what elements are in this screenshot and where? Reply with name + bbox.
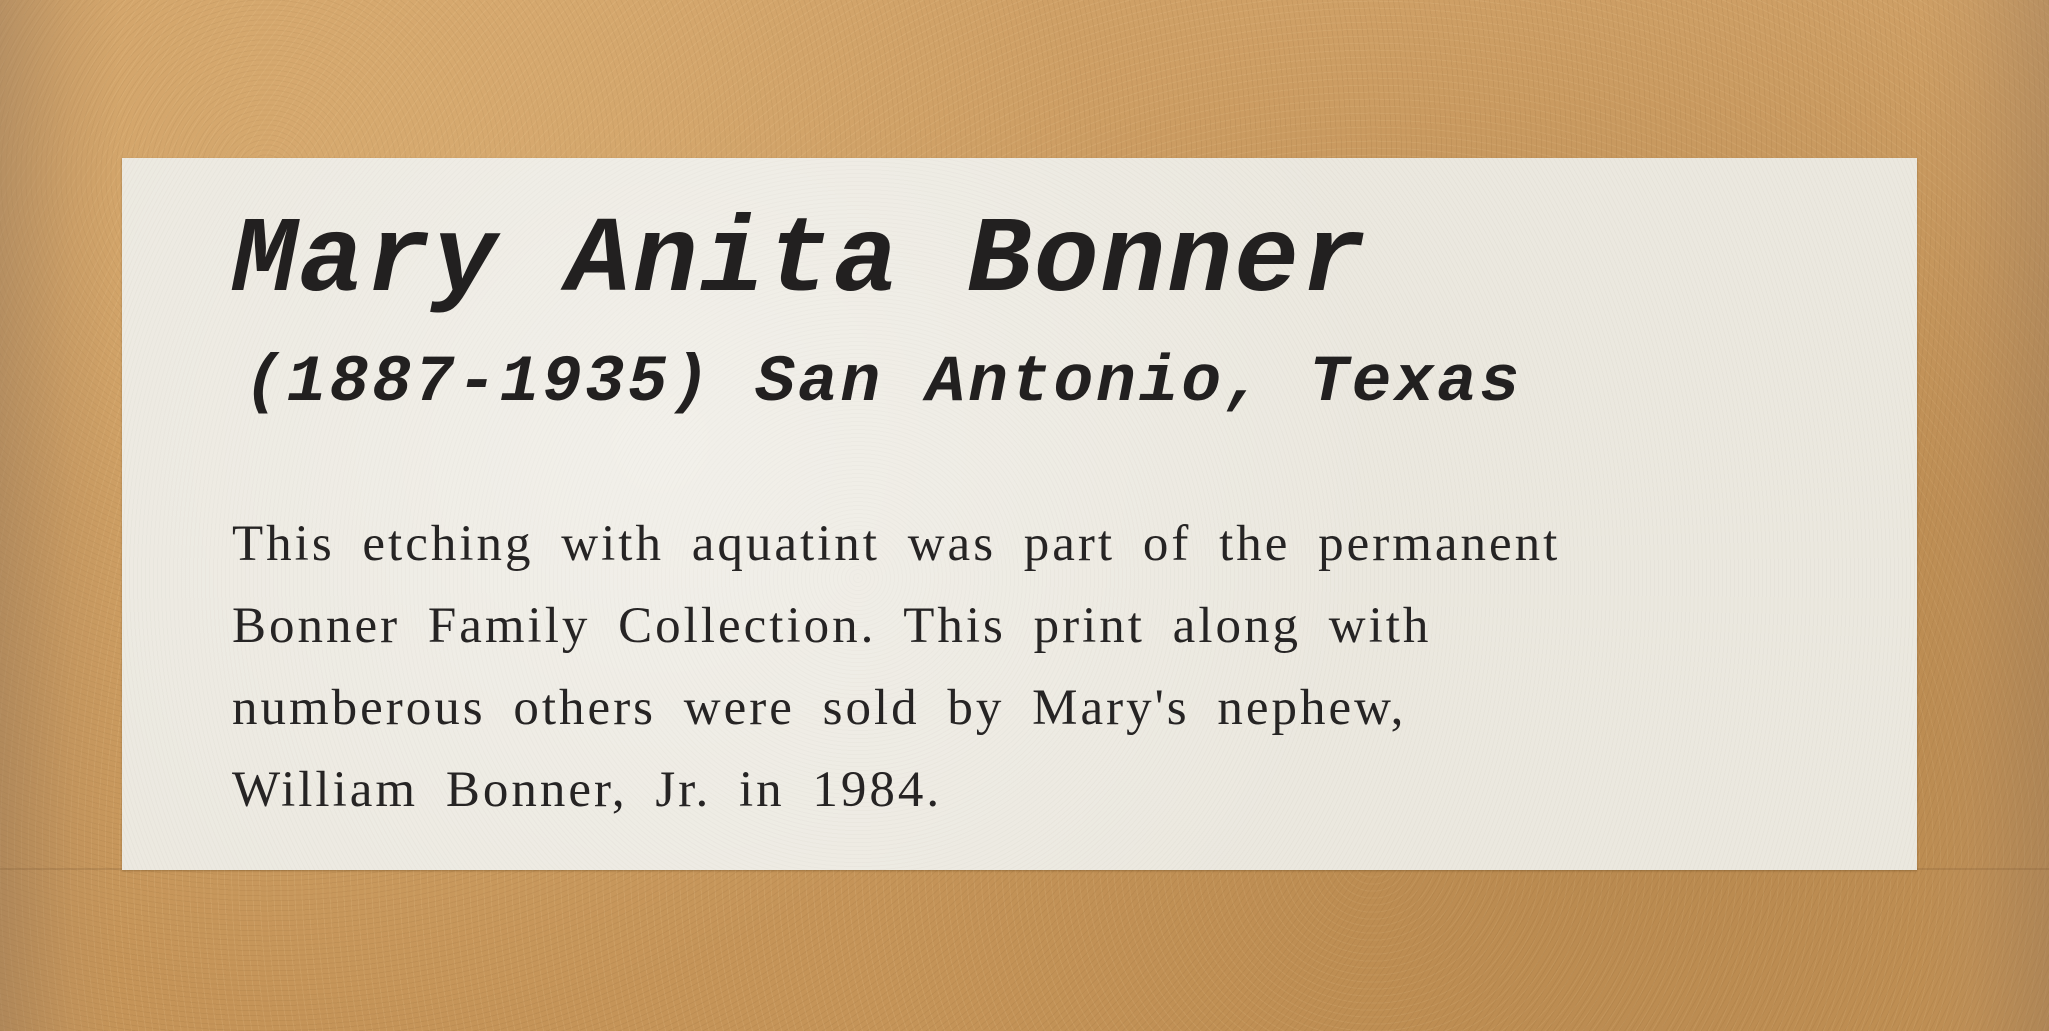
artist-name: Mary Anita Bonner	[232, 201, 1368, 323]
mat-board-left-edge	[0, 0, 120, 1031]
provenance-description	[232, 503, 1872, 831]
description-line: This etching with aquatint was part of the permanent	[232, 516, 1561, 572]
mat-board-right-edge	[1919, 0, 2049, 1031]
description-line: Bonner Family Collection. This print along with	[232, 598, 1432, 654]
description-line: numberous others were sold by Mary's nephew,	[232, 680, 1407, 736]
artwork-label-card	[122, 158, 1917, 870]
description-line: William Bonner, Jr. in 1984.	[232, 762, 943, 818]
artist-dates-location: (1887-1935) San Antonio, Texas	[244, 345, 1523, 420]
